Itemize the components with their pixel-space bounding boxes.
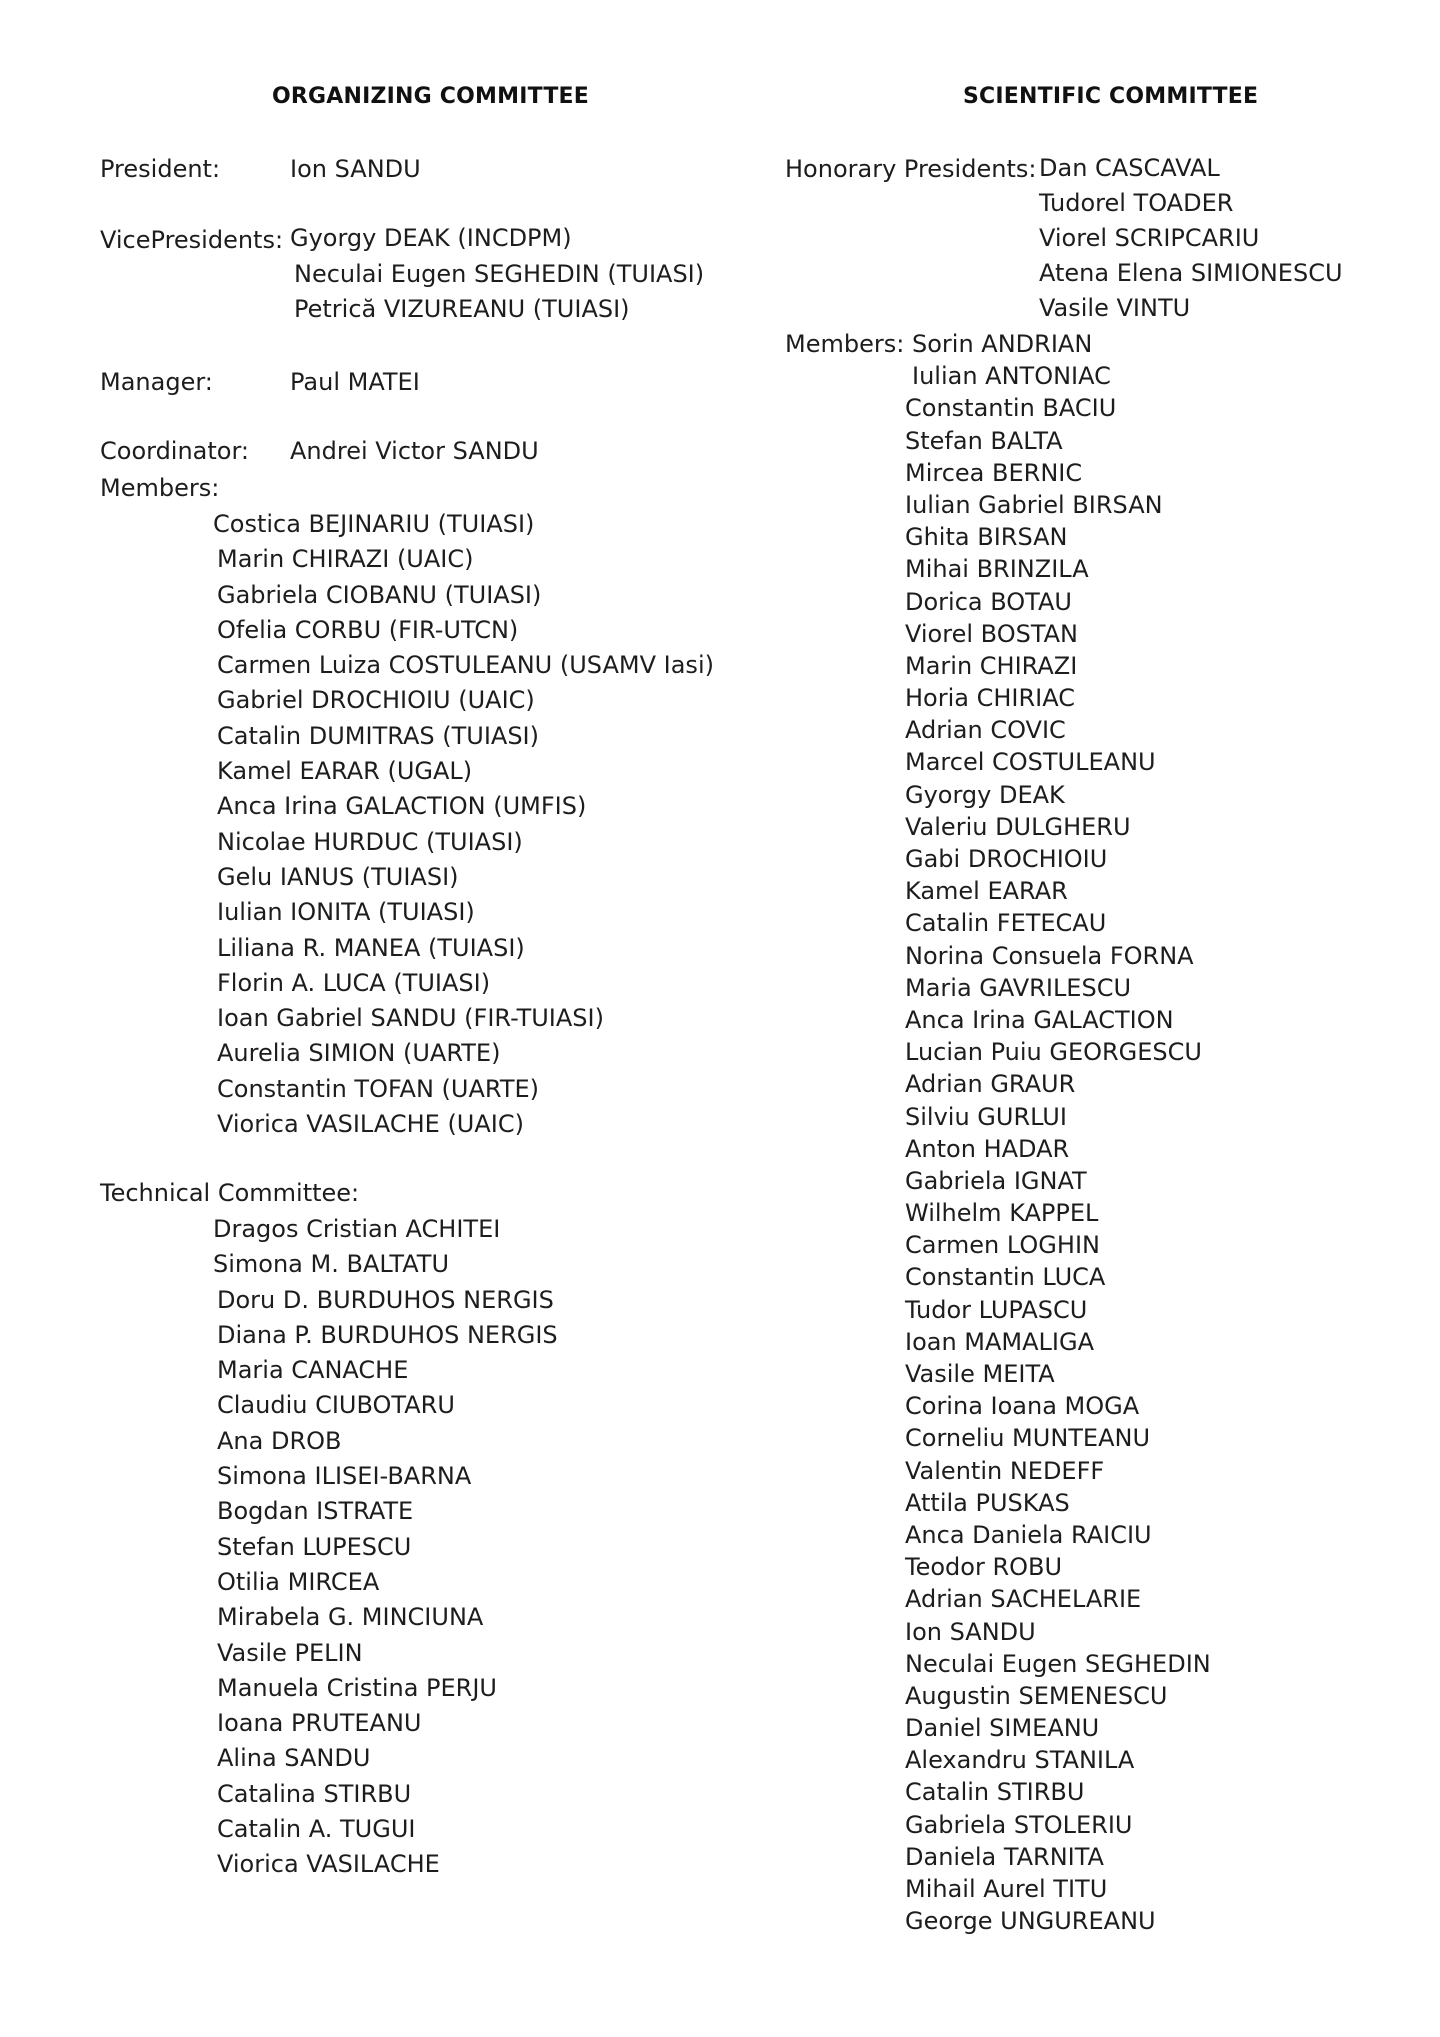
technical-member-item: Diana P. BURDUHOS NERGIS <box>217 1320 558 1349</box>
technical-member-item: Maria CANACHE <box>217 1356 409 1385</box>
scientific-member-item: Adrian SACHELARIE <box>905 1585 1142 1614</box>
scientific-member-item: Norina Consuela FORNA <box>905 941 1194 970</box>
scientific-member-item: Augustin SEMENESCU <box>905 1681 1168 1710</box>
scientific-member-item: Constantin BACIU <box>905 394 1117 423</box>
scientific-member-item: Ioan MAMALIGA <box>905 1327 1095 1356</box>
organizing-member-item: Constantin TOFAN (UARTE) <box>217 1074 540 1103</box>
technical-member-item: Dragos Cristian ACHITEI <box>213 1215 501 1243</box>
technical-member-item: Manuela Cristina PERJU <box>217 1673 497 1702</box>
scientific-member-item: Kamel EARAR <box>905 877 1068 906</box>
scientific-member-item: Alexandru STANILA <box>905 1746 1135 1775</box>
organizing-member-item: Nicolae HURDUC (TUIASI) <box>217 827 523 856</box>
organizing-member-item: Viorica VASILACHE (UAIC) <box>217 1110 524 1139</box>
vice-president-item: Neculai Eugen SEGHEDIN (TUIASI) <box>294 259 705 288</box>
technical-member-item: Otilia MIRCEA <box>217 1567 380 1596</box>
scientific-members-list <box>905 328 1211 1937</box>
organizing-member-item: Carmen Luiza COSTULEANU (USAMV Iasi) <box>217 651 714 680</box>
technical-member-item: Ana DROB <box>217 1426 342 1455</box>
scientific-member-item: Corneliu MUNTEANU <box>905 1424 1151 1453</box>
scientific-member-item: Tudor LUPASCU <box>905 1295 1088 1324</box>
scientific-member-item: Gabi DROCHIOIU <box>905 845 1108 873</box>
scientific-member-item: Teodor ROBU <box>905 1553 1063 1582</box>
scientific-member-item: Daniela TARNITA <box>905 1842 1104 1871</box>
coordinator-label: Coordinator: <box>100 437 250 465</box>
scientific-member-item: Mihai BRINZILA <box>905 555 1089 584</box>
scientific-member-item: Marin CHIRAZI <box>905 651 1078 680</box>
vice-president-item: Petrică VIZUREANU (TUIASI) <box>294 295 630 323</box>
organizing-member-item: Costica BEJINARIU (TUIASI) <box>213 510 535 538</box>
scientific-member-item: Vasile MEITA <box>905 1360 1055 1388</box>
technical-member-item: Doru D. BURDUHOS NERGIS <box>217 1285 554 1314</box>
coordinator-name: Andrei Victor SANDU <box>290 437 539 465</box>
scientific-member-item: Gabriela STOLERIU <box>905 1810 1133 1839</box>
president-label: President: <box>100 155 221 183</box>
scientific-member-item: Mihail Aurel TITU <box>905 1875 1108 1903</box>
organizing-member-item: Gabriel DROCHIOIU (UAIC) <box>217 686 535 715</box>
organizing-member-item: Gabriela CIOBANU (TUIASI) <box>217 580 542 609</box>
organizing-member-item: Aurelia SIMION (UARTE) <box>217 1039 501 1068</box>
scientific-member-item: Attila PUSKAS <box>905 1488 1070 1517</box>
scientific-member-item: George UNGUREANU <box>905 1907 1156 1936</box>
honorary-presidents-label: Honorary Presidents: <box>785 155 1037 183</box>
technical-member-item: Catalina STIRBU <box>217 1779 412 1808</box>
organizing-member-item: Liliana R. MANEA (TUIASI) <box>217 933 525 962</box>
manager-name: Paul MATEI <box>290 368 420 396</box>
organizing-members-list <box>213 507 714 1142</box>
scientific-member-item: Silviu GURLUI <box>905 1102 1067 1131</box>
honorary-president-item: Atena Elena SIMIONESCU <box>1039 259 1343 287</box>
technical-committee-list <box>213 1212 558 1883</box>
scientific-member-item: Valentin NEDEFF <box>905 1456 1105 1485</box>
organizing-member-item: Ofelia CORBU (FIR-UTCN) <box>217 615 519 644</box>
scientific-member-item: Stefan BALTA <box>905 426 1063 455</box>
scientific-member-item: Ghita BIRSAN <box>905 523 1068 552</box>
technical-member-item: Ioana PRUTEANU <box>217 1709 422 1738</box>
technical-member-item: Viorica VASILACHE <box>217 1850 440 1879</box>
honorary-president-item: Viorel SCRIPCARIU <box>1039 224 1260 252</box>
scientific-members-label: Members: <box>785 330 905 358</box>
honorary-president-item: Tudorel TOADER <box>1039 189 1234 217</box>
scientific-member-item: Constantin LUCA <box>905 1263 1106 1292</box>
scientific-member-item: Wilhelm KAPPEL <box>905 1199 1099 1228</box>
honorary-president-item: Dan CASCAVAL <box>1039 154 1220 182</box>
technical-member-item: Alina SANDU <box>217 1744 371 1773</box>
organizing-member-item: Ioan Gabriel SANDU (FIR-TUIASI) <box>217 1004 604 1033</box>
president-name: Ion SANDU <box>290 155 421 183</box>
organizing-member-item: Anca Irina GALACTION (UMFIS) <box>217 792 587 821</box>
scientific-member-item: Catalin STIRBU <box>905 1778 1085 1807</box>
technical-committee-heading: Technical Committee: <box>100 1179 360 1207</box>
organizing-committee-title: ORGANIZING COMMITTEE <box>272 84 589 109</box>
technical-member-item: Simona ILISEI-BARNA <box>217 1462 472 1491</box>
manager-label: Manager: <box>100 368 213 396</box>
scientific-member-item: Adrian GRAUR <box>905 1070 1076 1099</box>
vice-presidents-label: VicePresidents: <box>100 226 284 254</box>
scientific-member-item: Ion SANDU <box>905 1617 1036 1646</box>
scientific-member-item: Maria GAVRILESCU <box>905 973 1132 1002</box>
scientific-member-item: Lucian Puiu GEORGESCU <box>905 1038 1202 1067</box>
organizing-member-item: Florin A. LUCA (TUIASI) <box>217 968 491 997</box>
scientific-member-item: Marcel COSTULEANU <box>905 748 1156 777</box>
vice-presidents-list <box>290 221 704 328</box>
scientific-member-item: Valeriu DULGHERU <box>905 812 1131 841</box>
scientific-member-item: Anca Irina GALACTION <box>905 1005 1174 1034</box>
organizing-member-item: Gelu IANUS (TUIASI) <box>217 862 459 891</box>
scientific-committee-title: SCIENTIFIC COMMITTEE <box>963 84 1259 109</box>
technical-member-item: Bogdan ISTRATE <box>217 1497 414 1526</box>
scientific-member-item: Anca Daniela RAICIU <box>905 1520 1152 1549</box>
technical-member-item: Claudiu CIUBOTARU <box>217 1391 455 1420</box>
vice-president-item: Gyorgy DEAK (INCDPM) <box>290 224 572 252</box>
scientific-member-item: Horia CHIRIAC <box>905 684 1075 713</box>
organizing-member-item: Kamel EARAR (UGAL) <box>217 757 473 786</box>
organizing-member-item: Catalin DUMITRAS (TUIASI) <box>217 721 539 750</box>
scientific-member-item: Carmen LOGHIN <box>905 1231 1100 1260</box>
organizing-member-item: Marin CHIRAZI (UAIC) <box>217 545 474 574</box>
scientific-member-item: Mircea BERNIC <box>905 458 1083 487</box>
scientific-member-item: Corina Ioana MOGA <box>905 1392 1140 1421</box>
technical-member-item: Vasile PELIN <box>217 1638 363 1667</box>
scientific-member-item: Gyorgy DEAK <box>905 780 1065 809</box>
technical-member-item: Simona M. BALTATU <box>213 1250 450 1279</box>
scientific-member-item: Iulian Gabriel BIRSAN <box>905 490 1163 519</box>
technical-member-item: Stefan LUPESCU <box>217 1532 412 1561</box>
scientific-member-item: Iulian ANTONIAC <box>912 362 1111 391</box>
scientific-member-item: Sorin ANDRIAN <box>912 330 1093 358</box>
scientific-member-item: Adrian COVIC <box>905 716 1066 745</box>
scientific-member-item: Catalin FETECAU <box>905 909 1107 938</box>
technical-member-item: Catalin A. TUGUI <box>217 1815 416 1844</box>
technical-member-item: Mirabela G. MINCIUNA <box>217 1603 484 1632</box>
scientific-member-item: Gabriela IGNAT <box>905 1166 1087 1195</box>
members-heading: Members: <box>100 474 220 502</box>
honorary-presidents-list <box>1039 151 1343 326</box>
organizing-member-item: Iulian IONITA (TUIASI) <box>217 898 475 927</box>
scientific-member-item: Neculai Eugen SEGHEDIN <box>905 1649 1211 1678</box>
honorary-president-item: Vasile VINTU <box>1039 294 1191 322</box>
scientific-member-item: Daniel SIMEANU <box>905 1714 1100 1743</box>
scientific-member-item: Viorel BOSTAN <box>905 619 1078 648</box>
scientific-member-item: Anton HADAR <box>905 1134 1070 1163</box>
scientific-member-item: Dorica BOTAU <box>905 587 1072 616</box>
